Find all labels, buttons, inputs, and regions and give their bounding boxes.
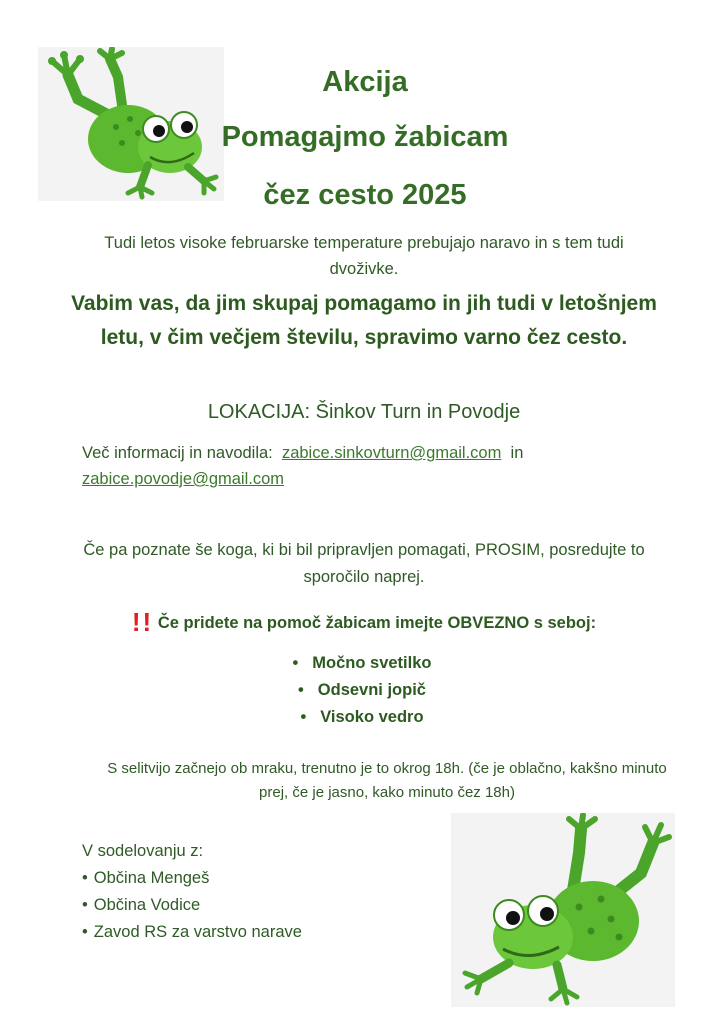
bullet-icon: • [292, 654, 299, 672]
more-info-joiner: in [510, 444, 524, 462]
intro-paragraph: Tudi letos visoke februarske temperature prebujajo naravo in s tem tudi dvoživke. [104, 234, 624, 278]
frog-icon [451, 813, 675, 1007]
timing-paragraph: S selitvijo začnejo ob mraku, trenutno je to okrog 18h. (če je oblačno, kakšno minuto prej, če je jasno, kako minuto čez 18h) [107, 760, 667, 801]
partner-item: • Občina Mengeš [82, 865, 422, 892]
partners-section [82, 838, 422, 946]
warning-line [60, 607, 668, 638]
list-item: • Močno svetilko [0, 650, 724, 677]
required-items-list [0, 650, 724, 731]
location-line: LOKACIJA: Šinkov Turn in Povodje [207, 401, 521, 423]
email-link-sinkovturn[interactable]: zabice.sinkovturn@gmail.com [281, 444, 502, 462]
warning-text: Če pridete na pomoč žabicam imejte OBVEZNO s seboj: [157, 614, 597, 632]
more-info-paragraph [82, 440, 662, 492]
partners-heading: V sodelovanju z: [82, 842, 204, 860]
invite-paragraph: Vabim vas, da jim skupaj pomagamo in jih tudi v letošnjem letu, v čim večjem številu, spravimo varno čez cesto. [71, 292, 657, 349]
email-link-povodje[interactable]: zabice.povodje@gmail.com [82, 470, 285, 488]
title-line-2: Pomagajmo žabicam [221, 121, 509, 153]
partner-item: • Zavod RS za varstvo narave [82, 919, 422, 946]
bullet-icon: • [300, 708, 307, 726]
more-info-label: Več informacij in navodila: [82, 444, 273, 462]
frog-illustration-bottom [451, 813, 675, 1007]
title-line-1: Akcija [322, 66, 408, 98]
share-paragraph: Če pa poznate še koga, ki bi bil pripravljen pomagati, PROSIM, posredujte to sporočilo naprej. [83, 541, 645, 586]
list-item: • Odsevni jopič [0, 677, 724, 704]
exclamation-icon: !! [131, 607, 154, 637]
bullet-icon: • [298, 681, 304, 699]
partner-item: • Občina Vodice [82, 892, 422, 919]
title-line-3: čez cesto 2025 [263, 179, 467, 211]
list-item: • Visoko vedro [0, 704, 724, 731]
